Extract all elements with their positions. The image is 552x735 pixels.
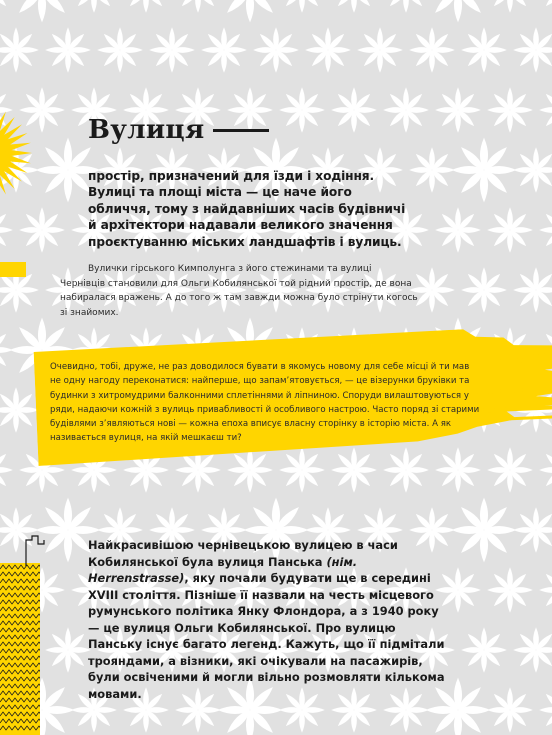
lead-paragraph: простір, призначений для їзди і ходіння. Вулиці та площі міста — це наче його обличчя, тому з найдавніших часів будівничі й архітектори надавали великого значення проєктуванню міських ландшафтів і вулиць. <box>88 169 406 249</box>
title-dash <box>213 129 269 132</box>
feature-paragraph <box>88 537 450 702</box>
heading <box>88 117 269 143</box>
feature-text-part1: Найкрасивішою чернівецькою вулицею в часи Кобилянської була вулиця Панська <box>88 538 398 569</box>
sun-burst-icon <box>0 105 34 201</box>
feature-text-italic: (нім. Herrenstrasse) <box>88 554 358 585</box>
feature-text-part2: , яку почали будувати ще в середині XVIII століття. Пізніше її назвали на честь місцевого румунського політика Янку Флондора, а з 1940 року — це вулиця Ольги Кобилянської. Про вулицю Панську існує багато легенд. Кажуть, що її підмітали трояндами, а візники, які очікували на пасажирів, були освіченими й могли вільно розмовляти кількома мовами. <box>88 571 445 701</box>
highlight-paragraph: Очевидно, тобі, друже, не раз доводилося бувати в якомусь новому для себе місці й ти мав не одну нагоду переконатися: найперше, що запам’ятовується, — це візерунки бруківки та будинки з хитромудрими балконними сплетіннями й ліпниною. Споруди вилаштовуються у ряди, надаючи кожній з вулиць привабливості й особливого настрою. Часто поряд зі старими будівлями з’являються нові — кожна епоха вписує власну сторінку в історію міста. А як називається вулиця, на якій мешкаєш ти? <box>50 362 480 444</box>
hook-ornament <box>22 534 48 566</box>
page-title: Вулиця <box>88 115 205 145</box>
accent-bar <box>0 262 26 277</box>
body-paragraph: Вулички гірського Кимполунга з його стежинами та вулиці Чернівців становили для Ольги Кобилянської той рідний простір, де вона набиралася вражень. А до того ж там завжди можна було стрінути когось зі знайомих. <box>60 264 418 318</box>
zigzag-ornament <box>0 563 40 735</box>
